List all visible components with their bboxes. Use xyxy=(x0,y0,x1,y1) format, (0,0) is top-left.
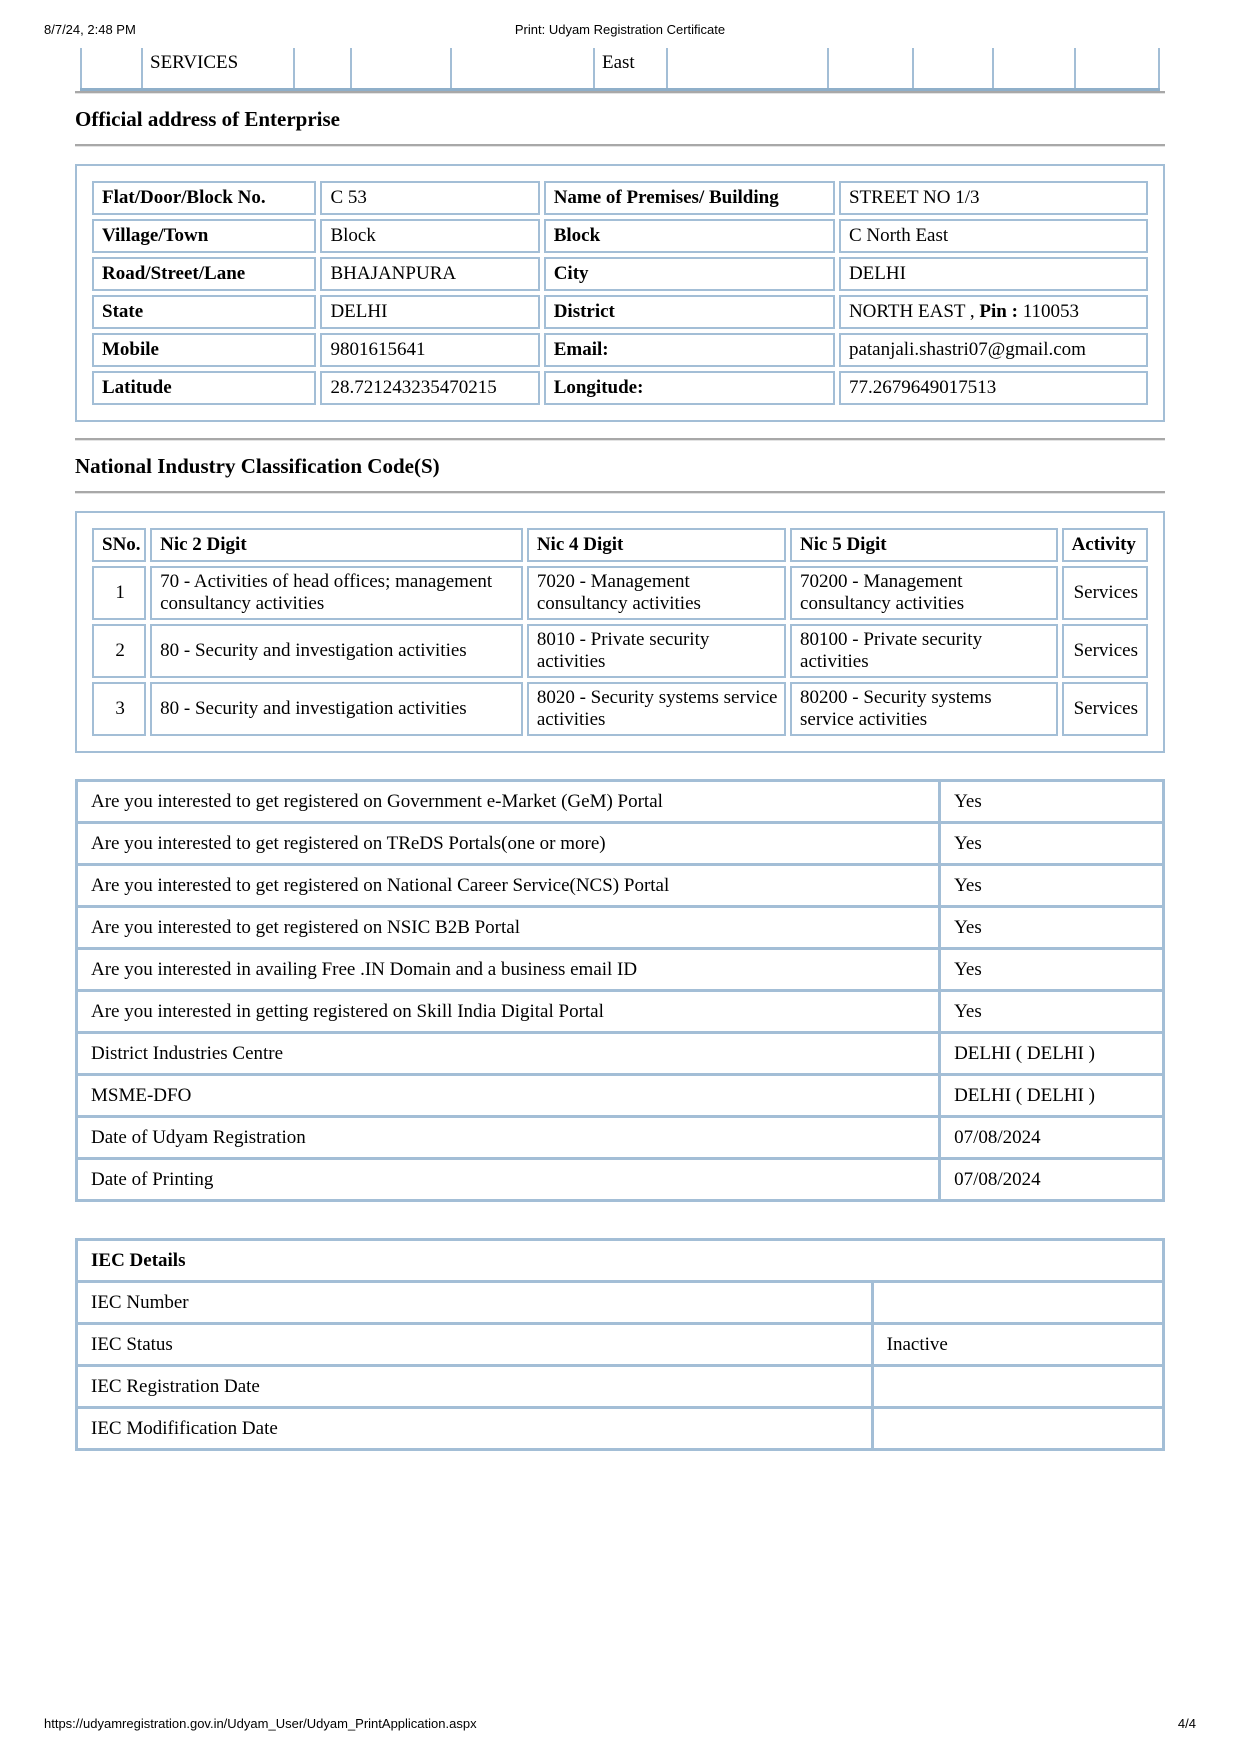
continuation-cell xyxy=(666,48,827,88)
question-row xyxy=(77,781,1164,823)
nic-5digit: 80100 - Private security activities xyxy=(790,624,1058,678)
iec-header-row xyxy=(77,1240,1164,1282)
address-field-label: Village/Town xyxy=(92,219,316,253)
address-row xyxy=(92,181,1148,215)
address-field-label: Longitude: xyxy=(544,371,835,405)
question-answer: DELHI ( DELHI ) xyxy=(940,1075,1164,1117)
browser-print-header xyxy=(44,22,1196,37)
address-field-value: Block xyxy=(320,219,539,253)
continuation-cell xyxy=(992,48,1074,88)
iec-row xyxy=(77,1324,1164,1366)
question-answer: Yes xyxy=(940,823,1164,865)
nic-sno: 1 xyxy=(92,566,146,620)
nic-2digit: 80 - Security and investigation activities xyxy=(150,682,523,736)
iec-field-label: IEC Registration Date xyxy=(77,1366,873,1408)
registration-options-table xyxy=(75,779,1165,1202)
nic-header-cell: Activity xyxy=(1062,528,1148,562)
nic-sno: 3 xyxy=(92,682,146,736)
nic-5digit: 70200 - Management consultancy activities xyxy=(790,566,1058,620)
address-table-wrapper xyxy=(75,164,1165,422)
section-rule xyxy=(75,144,1165,146)
question-label: Are you interested to get registered on Government e-Market (GeM) Portal xyxy=(77,781,940,823)
question-row xyxy=(77,865,1164,907)
nic-4digit: 8020 - Security systems service activities xyxy=(527,682,786,736)
address-field-value: 77.2679649017513 xyxy=(839,371,1148,405)
address-row xyxy=(92,371,1148,405)
continuation-cell xyxy=(293,48,350,88)
question-answer: DELHI ( DELHI ) xyxy=(940,1033,1164,1075)
nic-sno: 2 xyxy=(92,624,146,678)
question-label: Are you interested to get registered on NSIC B2B Portal xyxy=(77,907,940,949)
nic-activity: Services xyxy=(1062,682,1148,736)
district-value: NORTH EAST , xyxy=(848,301,980,322)
address-row xyxy=(92,219,1148,253)
iec-row xyxy=(77,1408,1164,1450)
continuation-row xyxy=(80,48,1160,91)
continuation-cell: East xyxy=(593,48,666,88)
page-url: https://udyamregistration.gov.in/Udyam_User/Udyam_PrintApplication.aspx xyxy=(44,1716,477,1731)
address-field-label: Name of Premises/ Building xyxy=(544,181,835,215)
question-row xyxy=(77,991,1164,1033)
question-answer: Yes xyxy=(940,865,1164,907)
continuation-cell xyxy=(350,48,450,88)
question-row xyxy=(77,1159,1164,1201)
address-field-value: STREET NO 1/3 xyxy=(839,181,1148,215)
certificate-page-4 xyxy=(75,48,1165,1451)
continuation-cell: SERVICES xyxy=(141,48,293,88)
address-field-label: Email: xyxy=(544,333,835,367)
nic-header-cell: SNo. xyxy=(92,528,146,562)
address-field-value: 9801615641 xyxy=(320,333,539,367)
iec-details-title: IEC Details xyxy=(77,1240,1164,1282)
address-field-value: patanjali.shastri07@gmail.com xyxy=(839,333,1148,367)
continuation-cell xyxy=(827,48,912,88)
address-field-value: DELHI xyxy=(320,295,539,329)
question-answer: Yes xyxy=(940,991,1164,1033)
print-datetime: 8/7/24, 2:48 PM xyxy=(44,22,136,37)
address-section-title: Official address of Enterprise xyxy=(75,107,341,131)
address-row xyxy=(92,333,1148,367)
nic-5digit: 80200 - Security systems service activities xyxy=(790,682,1058,736)
question-row xyxy=(77,823,1164,865)
question-label: MSME-DFO xyxy=(77,1075,940,1117)
question-label: Are you interested in availing Free .IN Domain and a business email ID xyxy=(77,949,940,991)
address-field-label: Block xyxy=(544,219,835,253)
nic-section-title: National Industry Classification Code(S) xyxy=(75,454,440,478)
address-field-label: Latitude xyxy=(92,371,316,405)
iec-details-table xyxy=(75,1238,1165,1451)
continuation-cell xyxy=(450,48,593,88)
continuation-cell xyxy=(80,48,141,88)
nic-row xyxy=(92,566,1148,620)
iec-field-value xyxy=(872,1366,1163,1408)
section-rule xyxy=(75,438,1165,440)
nic-header-cell: Nic 5 Digit xyxy=(790,528,1058,562)
address-field-value: 28.721243235470215 xyxy=(320,371,539,405)
continuation-cell xyxy=(912,48,992,88)
question-answer: 07/08/2024 xyxy=(940,1159,1164,1201)
address-field-label: City xyxy=(544,257,835,291)
nic-header-cell: Nic 2 Digit xyxy=(150,528,523,562)
question-row xyxy=(77,1033,1164,1075)
pin-label: Pin : xyxy=(979,301,1023,322)
nic-header-row xyxy=(92,528,1148,562)
address-field-value xyxy=(839,295,1148,329)
question-label: Date of Printing xyxy=(77,1159,940,1201)
nic-4digit: 7020 - Management consultancy activities xyxy=(527,566,786,620)
question-label: Are you interested in getting registered on Skill India Digital Portal xyxy=(77,991,940,1033)
browser-print-footer xyxy=(44,1716,1196,1731)
pin-value: 110053 xyxy=(1022,301,1079,322)
iec-field-label: IEC Number xyxy=(77,1282,873,1324)
address-field-value: C 53 xyxy=(320,181,539,215)
question-label: Are you interested to get registered on National Career Service(NCS) Portal xyxy=(77,865,940,907)
print-title: Print: Udyam Registration Certificate xyxy=(514,22,726,37)
nic-2digit: 80 - Security and investigation activities xyxy=(150,624,523,678)
question-row xyxy=(77,907,1164,949)
question-label: Are you interested to get registered on TReDS Portals(one or more) xyxy=(77,823,940,865)
section-rule xyxy=(75,491,1165,493)
iec-field-value: Inactive xyxy=(872,1324,1163,1366)
question-label: Date of Udyam Registration xyxy=(77,1117,940,1159)
question-answer: 07/08/2024 xyxy=(940,1117,1164,1159)
question-row xyxy=(77,1117,1164,1159)
address-row xyxy=(92,295,1148,329)
address-field-value: DELHI xyxy=(839,257,1148,291)
nic-table-wrapper xyxy=(75,511,1165,753)
nic-activity: Services xyxy=(1062,624,1148,678)
section-rule xyxy=(75,91,1165,93)
address-field-label: District xyxy=(544,295,835,329)
question-label: District Industries Centre xyxy=(77,1033,940,1075)
iec-field-value xyxy=(872,1282,1163,1324)
question-answer: Yes xyxy=(940,907,1164,949)
nic-2digit: 70 - Activities of head offices; management consultancy activities xyxy=(150,566,523,620)
question-row xyxy=(77,1075,1164,1117)
address-table xyxy=(88,177,1152,409)
address-field-label: Mobile xyxy=(92,333,316,367)
iec-field-value xyxy=(872,1408,1163,1450)
question-row xyxy=(77,949,1164,991)
nic-activity: Services xyxy=(1062,566,1148,620)
question-answer: Yes xyxy=(940,781,1164,823)
page-number: 4/4 xyxy=(1177,1716,1196,1731)
address-field-value: BHAJANPURA xyxy=(320,257,539,291)
address-field-label: State xyxy=(92,295,316,329)
address-field-label: Road/Street/Lane xyxy=(92,257,316,291)
nic-4digit: 8010 - Private security activities xyxy=(527,624,786,678)
iec-row xyxy=(77,1366,1164,1408)
iec-row xyxy=(77,1282,1164,1324)
address-field-label: Flat/Door/Block No. xyxy=(92,181,316,215)
nic-header-cell: Nic 4 Digit xyxy=(527,528,786,562)
question-answer: Yes xyxy=(940,949,1164,991)
address-row xyxy=(92,257,1148,291)
iec-field-label: IEC Modifification Date xyxy=(77,1408,873,1450)
address-field-value: C North East xyxy=(839,219,1148,253)
nic-row xyxy=(92,624,1148,678)
nic-table xyxy=(88,524,1152,740)
iec-field-label: IEC Status xyxy=(77,1324,873,1366)
continuation-cell xyxy=(1074,48,1160,88)
nic-row xyxy=(92,682,1148,736)
